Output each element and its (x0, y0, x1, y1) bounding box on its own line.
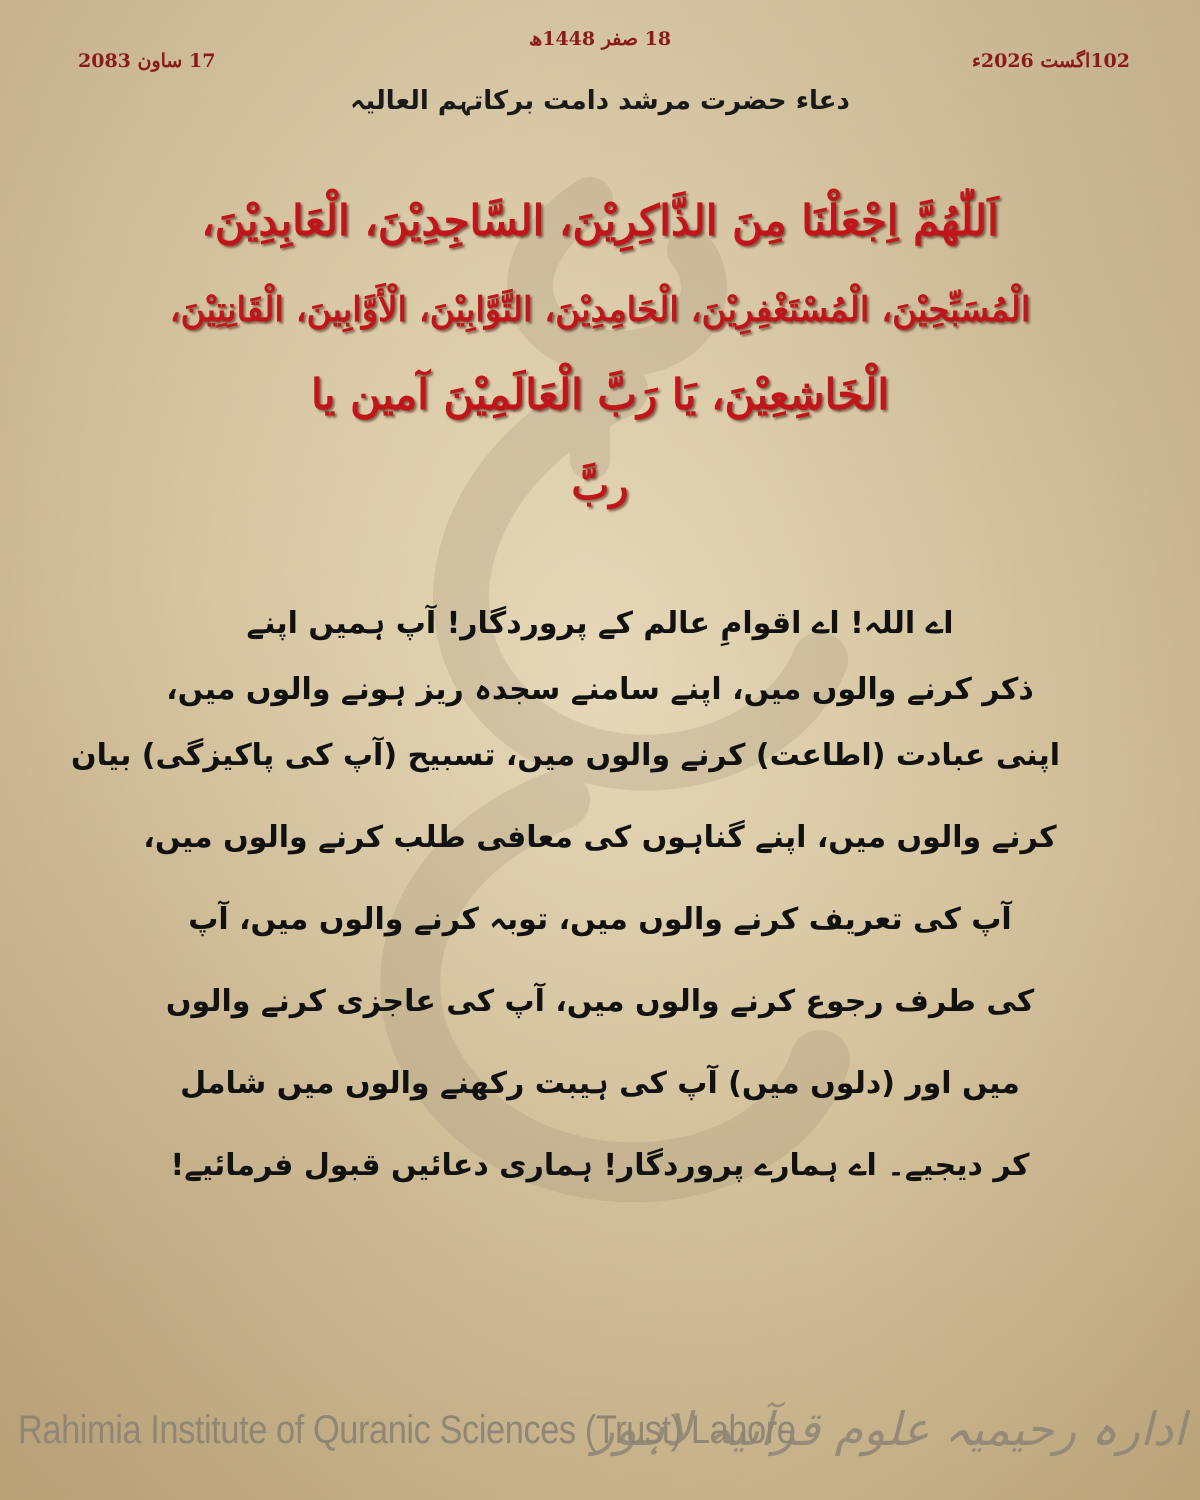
arabic-dua-line: اَللّٰھُمَّ اِجْعَلْنَا مِنَ الذَّاکِرِیْنَ، السَّاجِدِیْنَ، الْعَابِدِیْنَ، (201, 196, 999, 245)
institute-name-english: Rahimia Institute of Quranic Sciences (Trust) Lahore (18, 1408, 796, 1452)
arabic-dua-line: الْخَاشِعِیْنَ، یَا رَبَّ الْعَالَمِیْنَ آمین یا (311, 370, 889, 419)
urdu-translation-line: اے اللہ! اے اقوامِ عالم کے پروردگار! آپ ہمیں اپنے (246, 606, 954, 641)
arabic-dua-line: الْمُسَبِّحِیْنَ، الْمُسْتَغْفِرِیْنَ، الْحَامِدِیْنَ، التَّوَّابِیْنَ، الْأَوَّابِینَ، الْقَانِتِیْنَ، (169, 290, 1031, 330)
desi-date: 17 ساون 2083 (78, 50, 216, 72)
footer (0, 1400, 1200, 1480)
page-title: دعاء حضرت مرشد دامت برکاتہم العالیہ (350, 86, 850, 116)
institute-logo-urdu: ادارہ رحیمیہ علوم قرآنیہ لاہور (592, 1402, 1186, 1456)
hijri-date: 18 صفر 1448ھ (528, 28, 672, 50)
urdu-translation-line: ذکر کرنے والوں میں، اپنے سامنے سجدہ ریز ہونے والوں میں، (166, 672, 1034, 707)
urdu-translation-line: میں اور (دلوں میں) آپ کی ہیبت رکھنے والوں میں شامل (180, 1066, 1020, 1101)
arabic-dua-line: ربَّ (571, 462, 629, 509)
urdu-translation-line: کرنے والوں میں، اپنے گناہوں کی معافی طلب کرنے والوں میں، (143, 820, 1057, 855)
urdu-translation-line: کر دیجیے۔ اے ہمارے پروردگار! ہماری دعائیں قبول فرمائیے! (170, 1148, 1030, 1183)
urdu-translation-line: کی طرف رجوع کرنے والوں میں، آپ کی عاجزی کرنے والوں (165, 984, 1035, 1019)
gregorian-date: 102اگست 2026ء (971, 50, 1130, 72)
urdu-translation-line: اپنی عبادت (اطاعت) کرنے والوں میں، تسبیح (آپ کی پاکیزگی) بیان (70, 738, 1060, 773)
urdu-translation-line: آپ کی تعریف کرنے والوں میں، توبہ کرنے والوں میں، آپ (188, 902, 1012, 937)
